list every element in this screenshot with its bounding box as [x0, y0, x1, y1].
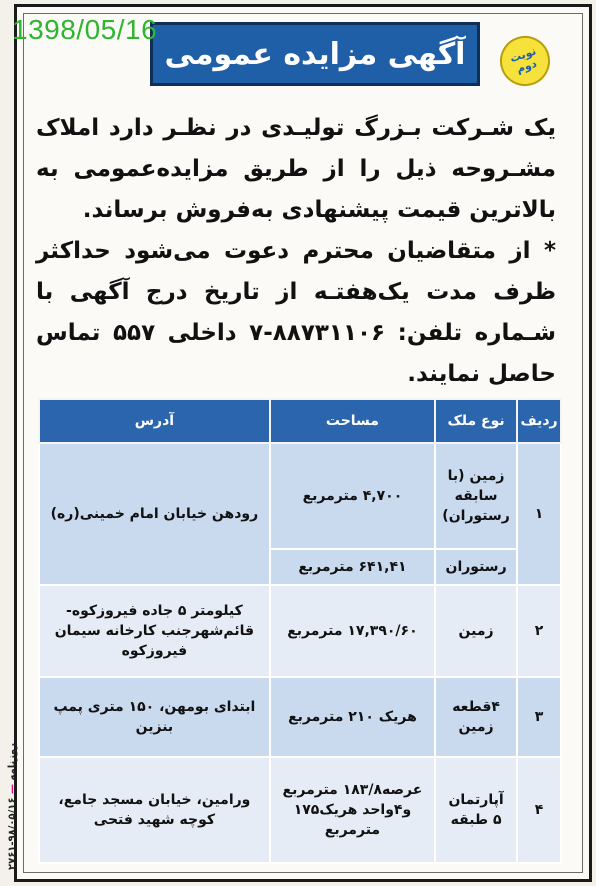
cell-address: ورامین، خیابان مسجد جامع، کوچه شهید فتحی	[39, 757, 270, 863]
property-table	[38, 398, 562, 864]
table-row	[39, 757, 561, 863]
side-strip-newspaper: روزنامه	[7, 743, 18, 781]
cell-area: هریک ۲۱۰ مترمربع	[270, 677, 435, 757]
intro-paragraph-2: * از متقاضیان محترم دعوت می‌شود حداکثر ظرف مدت یک‌هفتـه از تاریخ درج آگهی با شـماره تلفن: ۸۸۷۳۱۱۰۶-۷ داخلی ۵۵۷ تماس حاصل نمایند.	[36, 238, 557, 387]
cell-property-type: آپارتمان ۵ طبقه	[435, 757, 517, 863]
intro-text	[36, 108, 556, 395]
side-strip-code: ۹۸/۰۵/۱۶-۲۷۶۱	[7, 797, 18, 870]
cell-address: رودهن خیابان امام خمینی(ره)	[39, 443, 270, 585]
table-row	[39, 443, 561, 549]
header-property-type: نوع ملک	[435, 399, 517, 443]
title-banner	[150, 22, 480, 86]
page-title: آگهی مزایده عمومی	[164, 36, 466, 72]
cell-property-type: ۴قطعه زمین	[435, 677, 517, 757]
badge-label: نوبت دوم	[508, 44, 539, 76]
side-strip: روزنامه — ۹۸/۰۵/۱۶-۲۷۶۱	[7, 743, 18, 870]
cell-row-number: ۱	[517, 443, 561, 585]
cell-address: کیلومتر ۵ جاده فیروزکوه-قائم‌شهرجنب کارخانه سیمان فیروزکوه	[39, 585, 270, 677]
cell-area: ۱۷,۳۹۰/۶۰ مترمربع	[270, 585, 435, 677]
cell-area: ۴,۷۰۰ مترمربع	[270, 443, 435, 549]
table-header-row	[39, 399, 561, 443]
cell-area: عرصه۱۸۳/۸ مترمربع و۴واحد هریک۱۷۵ مترمربع	[270, 757, 435, 863]
date-stamp: 1398/05/16	[12, 14, 158, 45]
cell-property-type: زمین (با سابقه رستوران)	[435, 443, 517, 549]
cell-address: ابتدای بومهن، ۱۵۰ متری پمپ بنزین	[39, 677, 270, 757]
header-row-number: ردیف	[517, 399, 561, 443]
cell-row-number: ۳	[517, 677, 561, 757]
table-row	[39, 677, 561, 757]
header-address: آدرس	[39, 399, 270, 443]
cell-row-number: ۲	[517, 585, 561, 677]
table-row	[39, 585, 561, 677]
header-area: مساحت	[270, 399, 435, 443]
cell-property-type: زمین	[435, 585, 517, 677]
intro-paragraph-1: یک شـرکت بـزرگ تولیـدی در نظـر دارد املاک مشـروحه ذیل را از طریق مزایده‌عمومی به بالاترین قیمت پیشنهادی به‌فروش برساند.	[36, 115, 556, 223]
cell-property-type: رستوران	[435, 549, 517, 585]
cell-area: ۶۴۱,۴۱ مترمربع	[270, 549, 435, 585]
cell-row-number: ۴	[517, 757, 561, 863]
